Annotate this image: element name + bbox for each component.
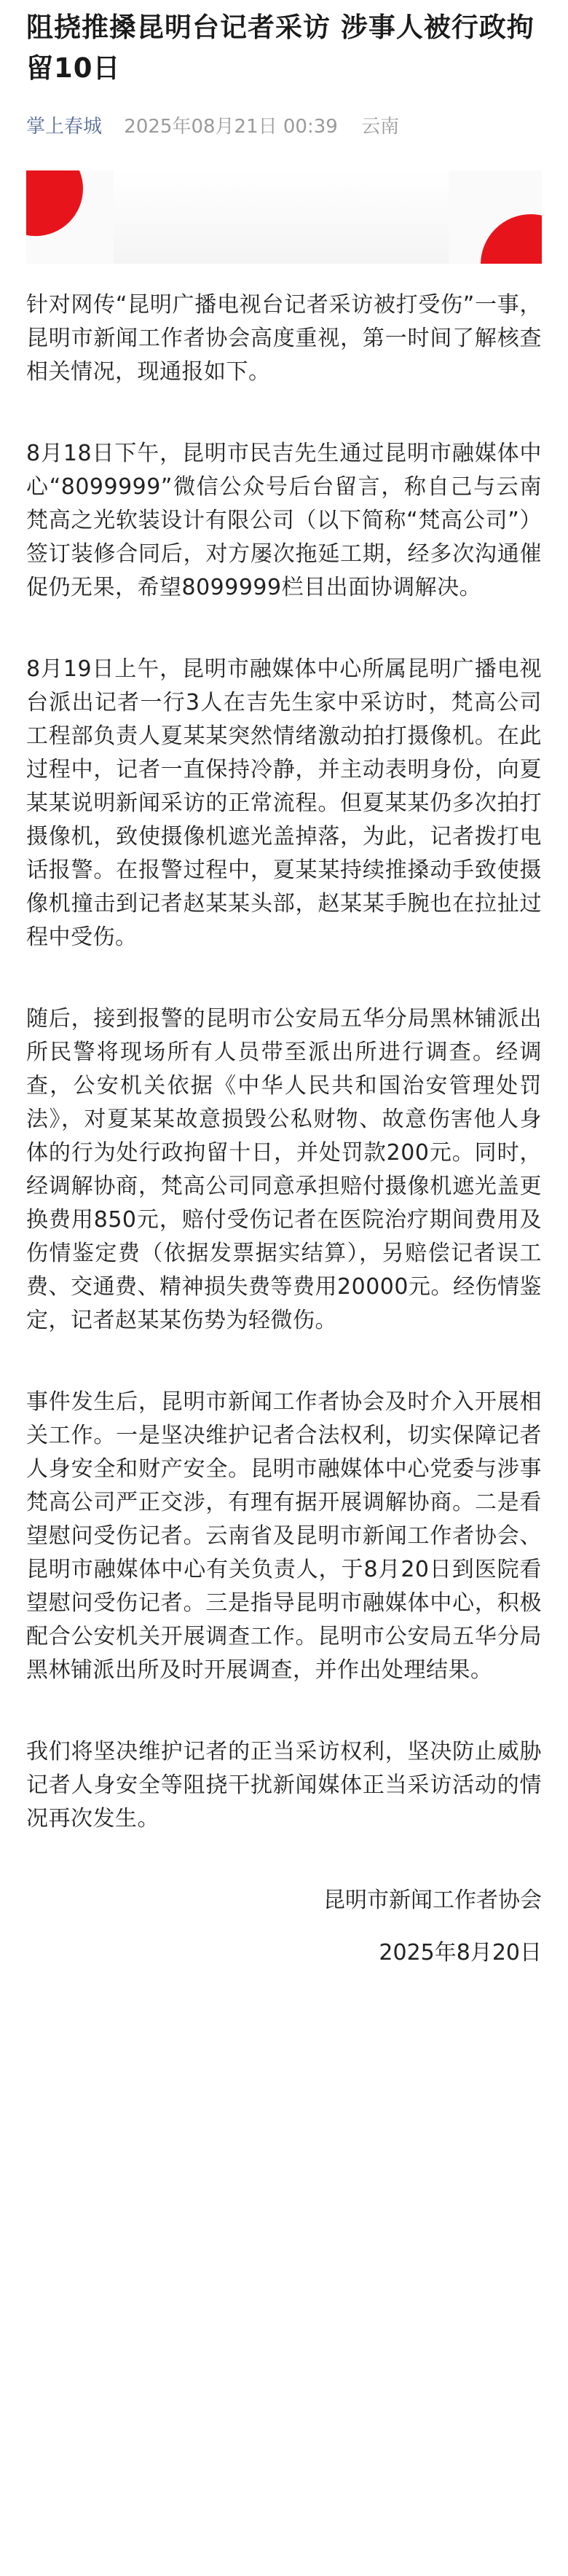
publish-location: 云南 [361,116,400,138]
banner-background [114,170,449,264]
header-banner-image [26,170,542,264]
publish-date: 2025年08月21日 00:39 [124,116,338,138]
article-meta [26,114,542,140]
signature-organization: 昆明市新闻工作者协会 [323,1888,542,1913]
article-body [26,288,542,1836]
article-title: 阻挠推搡昆明台记者采访 涉事人被行政拘留10日 [26,12,535,84]
source-account-link[interactable]: 掌上春城 [26,116,103,138]
signature-block [26,1884,542,1970]
paragraph-police: 随后，接到报警的昆明市公安局五华分局黑林铺派出所民警将现场所有人员带至派出所进行调查。经调查，公安机关依据《中华人民共和国治安管理处罚法》，对夏某某故意损毁公私财物、故意伤害他人身体的行为处行政拘留十日，并处罚款200元。同时，经调解协商，梵高公司同意承担赔付摄像机遮光盖更换费用850元，赔付受伤记者在医院治疗期间费用及伤情鉴定费（依据发票据实结算），另赔偿记者误工费、交通费、精神损失费等费用20000元。经伤情鉴定，记者赵某某伤势为轻微伤。 [26,1006,542,1333]
banner-red-circle-left [26,170,83,236]
paragraph-intro: 针对网传“昆明广播电视台记者采访被打受伤”一事，昆明市新闻工作者协会高度重视，第一时间了解核查相关情况，现通报如下。 [26,292,542,385]
paragraph-closing: 我们将坚决维护记者的正当采访权利，坚决防止威胁记者人身安全等阻挠干扰新闻媒体正当采访活动的情况再次发生。 [26,1739,542,1831]
paragraph-followup: 事件发生后，昆明市新闻工作者协会及时介入开展相关工作。一是坚决维护记者合法权利，切实保障记者人身安全和财产安全。昆明市融媒体中心党委与涉事梵高公司严正交涉，有理有据开展调解协商。二是看望慰问受伤记者。云南省及昆明市新闻工作者协会、昆明市融媒体中心有关负责人，于8月20日到医院看望慰问受伤记者。三是指导昆明市融媒体中心，积极配合公安机关开展调查工作。昆明市公安局五华分局黑林铺派出所及时开展调查，并作出处理结果。 [26,1389,542,1683]
signature-date: 2025年8月20日 [379,1940,542,1966]
banner-red-circle-right [481,214,542,264]
paragraph-aug19: 8月19日上午，昆明市融媒体中心所属昆明广播电视台派出记者一行3人在吉先生家中采访时，梵高公司工程部负责人夏某某突然情绪激动拍打摄像机。在此过程中，记者一直保持冷静，并主动表明身份，向夏某某说明新闻采访的正常流程。但夏某某仍多次拍打摄像机，致使摄像机遮光盖掉落，为此，记者拨打电话报警。在报警过程中，夏某某持续推搡动手致使摄像机撞击到记者赵某某头部，赵某某手腕也在拉扯过程中受伤。 [26,656,542,950]
paragraph-aug18: 8月18日下午，昆明市民吉先生通过昆明市融媒体中心“8099999”微信公众号后台留言，称自己与云南梵高之光软装设计有限公司（以下简称“梵高公司”）签订装修合同后，对方屡次拖延工期，经多次沟通催促仍无果，希望8099999栏目出面协调解决。 [26,441,542,600]
